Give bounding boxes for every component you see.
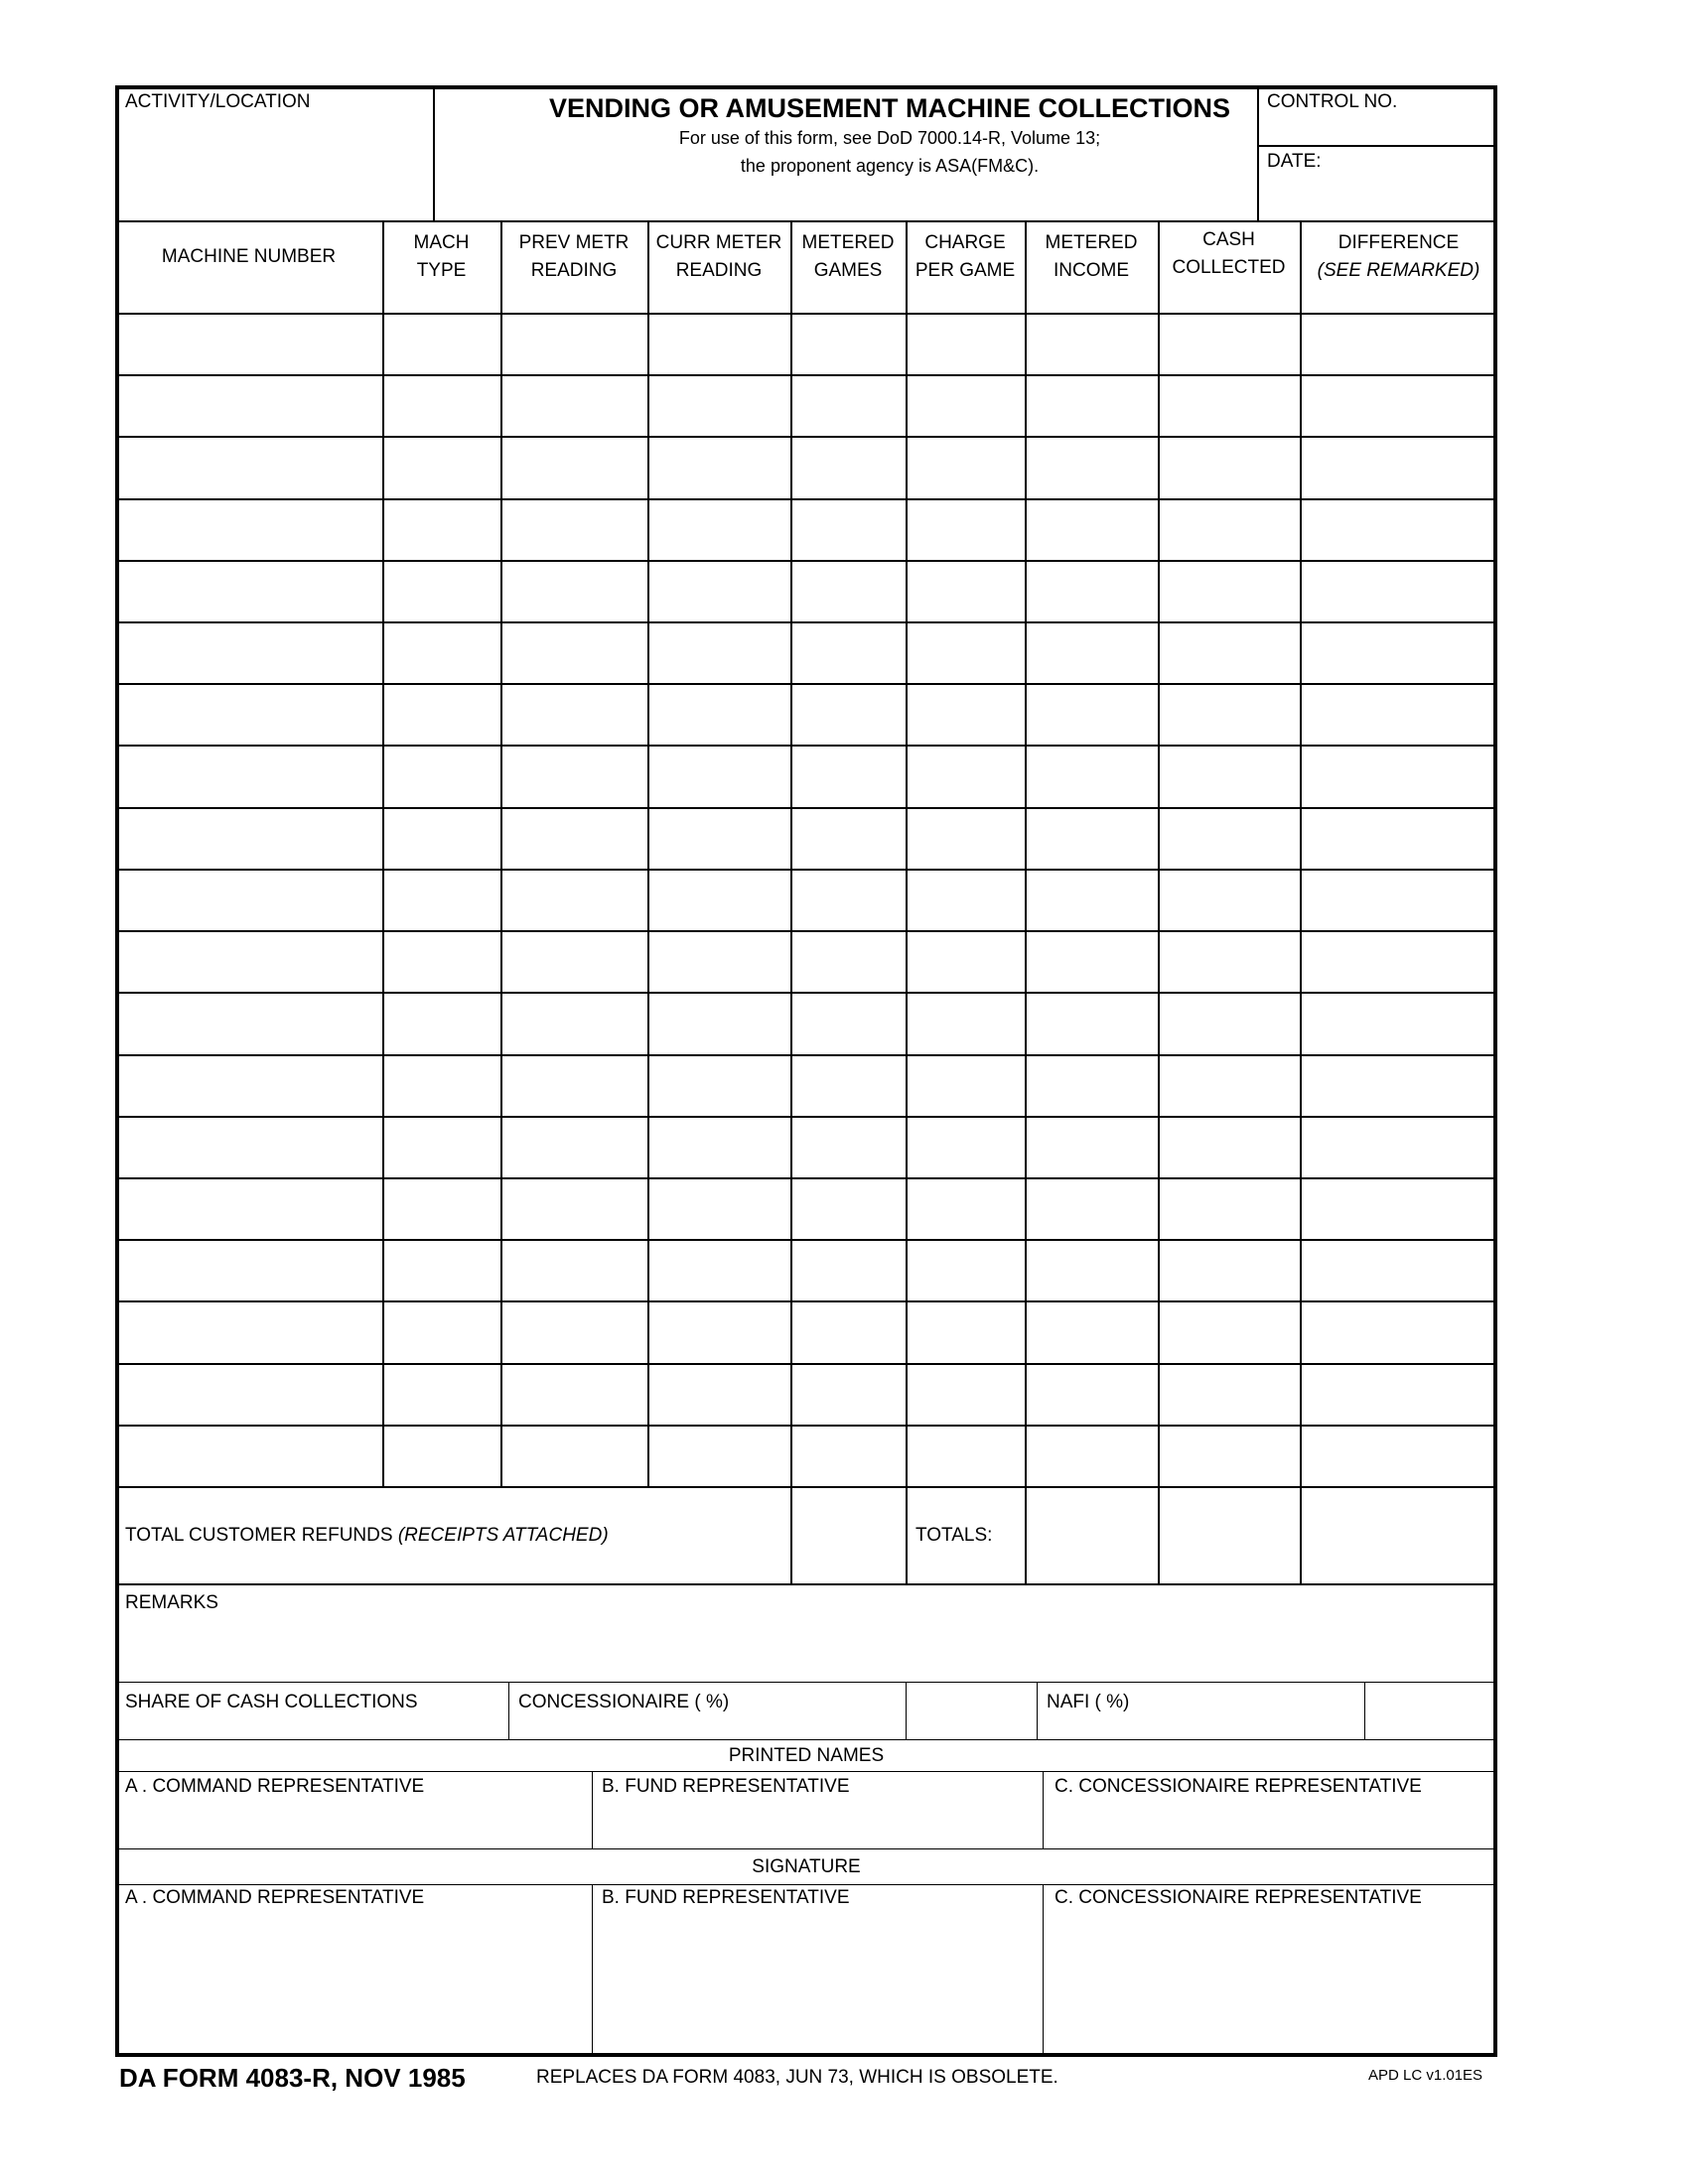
- cell-prev-meter-reading[interactable]: [503, 624, 644, 680]
- grid-line: [1025, 220, 1027, 1583]
- cell-metered-income[interactable]: [1028, 1180, 1155, 1236]
- cell-charge-per-game[interactable]: [909, 501, 1022, 557]
- cell-curr-meter-reading[interactable]: [650, 810, 787, 866]
- cell-metered-games[interactable]: [793, 1242, 903, 1297]
- signature-heading-rule: [115, 1884, 1497, 1885]
- cell-difference[interactable]: [1303, 872, 1494, 927]
- cell-cash-collected[interactable]: [1161, 810, 1297, 866]
- row-divider: [115, 1054, 1497, 1056]
- printed-names-divider: [1043, 1771, 1044, 1848]
- printed-name-fund-rep-label: B. FUND REPRESENTATIVE: [602, 1776, 850, 1797]
- share-bottom-rule: [115, 1739, 1497, 1740]
- cell-curr-meter-reading[interactable]: [650, 377, 787, 433]
- cell-metered-games[interactable]: [793, 1303, 903, 1359]
- cell-metered-income[interactable]: [1028, 501, 1155, 557]
- cell-cash-collected[interactable]: [1161, 563, 1297, 618]
- cell-prev-meter-reading[interactable]: [503, 1119, 644, 1174]
- cell-machine-number[interactable]: [118, 995, 379, 1050]
- cell-difference[interactable]: [1303, 686, 1494, 742]
- row-divider: [115, 621, 1497, 623]
- cell-metered-income[interactable]: [1028, 439, 1155, 494]
- cell-cash-collected[interactable]: [1161, 1303, 1297, 1359]
- cell-charge-per-game[interactable]: [909, 377, 1022, 433]
- cell-prev-meter-reading[interactable]: [503, 316, 644, 371]
- cell-prev-meter-reading[interactable]: [503, 872, 644, 927]
- cell-mach-type[interactable]: [385, 748, 497, 803]
- cell-metered-games[interactable]: [793, 748, 903, 803]
- cell-charge-per-game[interactable]: [909, 995, 1022, 1050]
- cell-cash-collected[interactable]: [1161, 1242, 1297, 1297]
- cell-difference[interactable]: [1303, 439, 1494, 494]
- cell-curr-meter-reading[interactable]: [650, 1057, 787, 1113]
- cell-machine-number[interactable]: [118, 748, 379, 803]
- cell-difference[interactable]: [1303, 1428, 1494, 1483]
- cell-mach-type[interactable]: [385, 995, 497, 1050]
- activity-location-label: ACTIVITY/LOCATION: [125, 91, 311, 112]
- cell-cash-collected[interactable]: [1161, 1057, 1297, 1113]
- header-bottom-rule: [115, 220, 1497, 222]
- nafi-percent-label: NAFI ( %): [1047, 1692, 1130, 1712]
- totals-label: TOTALS:: [915, 1525, 993, 1546]
- printed-names-bottom-rule: [115, 1848, 1497, 1849]
- cell-metered-income[interactable]: [1028, 1366, 1155, 1422]
- cell-mach-type[interactable]: [385, 1303, 497, 1359]
- cell-metered-games[interactable]: [793, 1119, 903, 1174]
- signature-concessionaire-rep-label: C. CONCESSIONAIRE REPRESENTATIVE: [1055, 1887, 1422, 1908]
- total-difference-field[interactable]: [1302, 1488, 1493, 1582]
- cell-machine-number[interactable]: [118, 933, 379, 989]
- row-divider: [115, 930, 1497, 932]
- cell-mach-type[interactable]: [385, 1242, 497, 1297]
- signature-divider: [1043, 1884, 1044, 2055]
- column-header-cash-collected: CASH COLLECTED: [1172, 229, 1286, 278]
- cell-metered-games[interactable]: [793, 624, 903, 680]
- form-identifier: DA FORM 4083-R, NOV 1985: [119, 2063, 466, 2093]
- row-divider: [115, 374, 1497, 376]
- cell-mach-type[interactable]: [385, 686, 497, 742]
- cell-difference[interactable]: [1303, 1242, 1494, 1297]
- cell-cash-collected[interactable]: [1161, 1119, 1297, 1174]
- cell-mach-type[interactable]: [385, 1428, 497, 1483]
- grid-line: [1158, 220, 1160, 1583]
- cell-prev-meter-reading[interactable]: [503, 933, 644, 989]
- date-label: DATE:: [1267, 151, 1322, 172]
- cell-charge-per-game[interactable]: [909, 1242, 1022, 1297]
- cell-prev-meter-reading[interactable]: [503, 377, 644, 433]
- cell-machine-number[interactable]: [118, 1057, 379, 1113]
- cell-metered-income[interactable]: [1028, 1242, 1155, 1297]
- cell-metered-income[interactable]: [1028, 1428, 1155, 1483]
- cell-metered-games[interactable]: [793, 563, 903, 618]
- cell-difference[interactable]: [1303, 624, 1494, 680]
- cell-difference[interactable]: [1303, 933, 1494, 989]
- cell-cash-collected[interactable]: [1161, 439, 1297, 494]
- cell-machine-number[interactable]: [118, 810, 379, 866]
- cell-difference[interactable]: [1303, 1119, 1494, 1174]
- cell-curr-meter-reading[interactable]: [650, 995, 787, 1050]
- cell-charge-per-game[interactable]: [909, 316, 1022, 371]
- cell-charge-per-game[interactable]: [909, 1180, 1022, 1236]
- column-header-machine-number: MACHINE NUMBER: [161, 246, 337, 267]
- cell-mach-type[interactable]: [385, 624, 497, 680]
- control-no-field[interactable]: [1259, 113, 1493, 143]
- cell-metered-income[interactable]: [1028, 1303, 1155, 1359]
- cell-mach-type[interactable]: [385, 316, 497, 371]
- cell-difference[interactable]: [1303, 748, 1494, 803]
- cell-charge-per-game[interactable]: [909, 1366, 1022, 1422]
- cell-difference[interactable]: [1303, 377, 1494, 433]
- signature-command-rep-label: A . COMMAND REPRESENTATIVE: [125, 1887, 425, 1908]
- cell-cash-collected[interactable]: [1161, 377, 1297, 433]
- cell-charge-per-game[interactable]: [909, 1119, 1022, 1174]
- cell-curr-meter-reading[interactable]: [650, 933, 787, 989]
- cell-mach-type[interactable]: [385, 1057, 497, 1113]
- cell-metered-income[interactable]: [1028, 563, 1155, 618]
- signature-fund-rep-label: B. FUND REPRESENTATIVE: [602, 1887, 850, 1908]
- cell-cash-collected[interactable]: [1161, 1428, 1297, 1483]
- printed-names-heading: PRINTED NAMES: [728, 1745, 885, 1766]
- cell-cash-collected[interactable]: [1161, 933, 1297, 989]
- cell-charge-per-game[interactable]: [909, 686, 1022, 742]
- share-divider: [508, 1682, 509, 1739]
- cell-prev-meter-reading[interactable]: [503, 1180, 644, 1236]
- row-divider: [115, 869, 1497, 871]
- cell-metered-games[interactable]: [793, 995, 903, 1050]
- cell-prev-meter-reading[interactable]: [503, 1057, 644, 1113]
- column-header-prev-meter-reading: PREV METR READING: [518, 232, 630, 281]
- cell-prev-meter-reading[interactable]: [503, 439, 644, 494]
- row-divider: [115, 436, 1497, 438]
- printed-name-command-rep-field[interactable]: [119, 1800, 590, 1847]
- cell-metered-income[interactable]: [1028, 872, 1155, 927]
- row-divider: [115, 683, 1497, 685]
- cell-metered-income[interactable]: [1028, 810, 1155, 866]
- cell-prev-meter-reading[interactable]: [503, 1303, 644, 1359]
- cell-charge-per-game[interactable]: [909, 933, 1022, 989]
- total-metered-income-field[interactable]: [1027, 1488, 1156, 1582]
- control-no-label: CONTROL NO.: [1267, 91, 1398, 112]
- printed-name-concessionaire-rep-label: C. CONCESSIONAIRE REPRESENTATIVE: [1055, 1776, 1422, 1797]
- printed-name-command-rep-label: A . COMMAND REPRESENTATIVE: [125, 1776, 425, 1797]
- form-subtitle-line1: For use of this form, see DoD 7000.14-R, Volume 13;: [678, 128, 1101, 148]
- cell-machine-number[interactable]: [118, 1428, 379, 1483]
- header-row-rule: [115, 313, 1497, 315]
- cell-prev-meter-reading[interactable]: [503, 563, 644, 618]
- cell-metered-games[interactable]: [793, 501, 903, 557]
- cell-cash-collected[interactable]: [1161, 501, 1297, 557]
- cell-metered-income[interactable]: [1028, 1119, 1155, 1174]
- remarks-field[interactable]: [119, 1614, 1493, 1680]
- cell-machine-number[interactable]: [118, 1242, 379, 1297]
- cell-metered-games[interactable]: [793, 1428, 903, 1483]
- cell-machine-number[interactable]: [118, 501, 379, 557]
- share-of-cash-collections-label: SHARE OF CASH COLLECTIONS: [125, 1692, 418, 1712]
- cell-machine-number[interactable]: [118, 1303, 379, 1359]
- cell-difference[interactable]: [1303, 563, 1494, 618]
- remarks-label: REMARKS: [125, 1592, 218, 1613]
- column-header-curr-meter-reading: CURR METER READING: [655, 232, 782, 281]
- activity-location-field[interactable]: [119, 115, 429, 216]
- cell-machine-number[interactable]: [118, 377, 379, 433]
- cell-metered-games[interactable]: [793, 439, 903, 494]
- cell-curr-meter-reading[interactable]: [650, 563, 787, 618]
- row-divider: [115, 560, 1497, 562]
- cell-prev-meter-reading[interactable]: [503, 1242, 644, 1297]
- cell-difference[interactable]: [1303, 1057, 1494, 1113]
- cell-metered-income[interactable]: [1028, 316, 1155, 371]
- totals-bottom-rule: [115, 1583, 1497, 1585]
- cell-charge-per-game[interactable]: [909, 1303, 1022, 1359]
- grid-line: [382, 220, 384, 1486]
- remarks-bottom-rule: [115, 1682, 1497, 1683]
- column-header-metered-income: METERED INCOME: [1045, 232, 1138, 281]
- cell-mach-type[interactable]: [385, 1180, 497, 1236]
- cell-prev-meter-reading[interactable]: [503, 1428, 644, 1483]
- printed-names-divider: [592, 1771, 593, 1848]
- cell-curr-meter-reading[interactable]: [650, 501, 787, 557]
- cell-cash-collected[interactable]: [1161, 1366, 1297, 1422]
- cell-curr-meter-reading[interactable]: [650, 316, 787, 371]
- grid-line: [1300, 220, 1302, 1583]
- row-divider: [115, 807, 1497, 809]
- cell-cash-collected[interactable]: [1161, 1180, 1297, 1236]
- row-divider: [115, 992, 1497, 994]
- signature-concessionaire-rep-field[interactable]: [1045, 1912, 1493, 2051]
- cell-charge-per-game[interactable]: [909, 872, 1022, 927]
- cell-metered-income[interactable]: [1028, 1057, 1155, 1113]
- printed-name-concessionaire-rep-field[interactable]: [1045, 1800, 1493, 1847]
- cell-metered-income[interactable]: [1028, 748, 1155, 803]
- cell-prev-meter-reading[interactable]: [503, 748, 644, 803]
- share-divider: [906, 1682, 907, 1739]
- cell-machine-number[interactable]: [118, 624, 379, 680]
- printed-name-fund-rep-field[interactable]: [594, 1800, 1041, 1847]
- grid-line: [500, 220, 502, 1486]
- cell-metered-games[interactable]: [793, 933, 903, 989]
- cell-curr-meter-reading[interactable]: [650, 1119, 787, 1174]
- column-header-mach-type: MACH TYPE: [413, 232, 470, 281]
- column-header-charge-per-game: CHARGE PER GAME: [914, 232, 1016, 281]
- cell-mach-type[interactable]: [385, 933, 497, 989]
- cell-metered-income[interactable]: [1028, 686, 1155, 742]
- cell-mach-type[interactable]: [385, 810, 497, 866]
- cell-metered-games[interactable]: [793, 872, 903, 927]
- column-header-difference: DIFFERENCE (SEE REMARKED): [1317, 232, 1480, 281]
- cell-metered-games[interactable]: [793, 810, 903, 866]
- cell-prev-meter-reading[interactable]: [503, 686, 644, 742]
- cell-metered-games[interactable]: [793, 1057, 903, 1113]
- row-divider: [115, 745, 1497, 747]
- cell-machine-number[interactable]: [118, 872, 379, 927]
- cell-prev-meter-reading[interactable]: [503, 1366, 644, 1422]
- row-divider: [115, 1425, 1497, 1427]
- cell-charge-per-game[interactable]: [909, 439, 1022, 494]
- concessionaire-share-field[interactable]: [908, 1684, 1035, 1737]
- cell-mach-type[interactable]: [385, 377, 497, 433]
- cell-curr-meter-reading[interactable]: [650, 872, 787, 927]
- cell-curr-meter-reading[interactable]: [650, 624, 787, 680]
- cell-cash-collected[interactable]: [1161, 872, 1297, 927]
- signature-command-rep-field[interactable]: [119, 1912, 590, 2051]
- cell-mach-type[interactable]: [385, 1119, 497, 1174]
- cell-curr-meter-reading[interactable]: [650, 1303, 787, 1359]
- date-field[interactable]: [1259, 173, 1493, 218]
- cell-cash-collected[interactable]: [1161, 995, 1297, 1050]
- cell-metered-income[interactable]: [1028, 995, 1155, 1050]
- form-title: VENDING OR AMUSEMENT MACHINE COLLECTIONS: [548, 93, 1230, 123]
- cell-metered-income[interactable]: [1028, 933, 1155, 989]
- cell-metered-games[interactable]: [793, 377, 903, 433]
- cell-prev-meter-reading[interactable]: [503, 810, 644, 866]
- form-subtitle-line2: the proponent agency is ASA(FM&C).: [740, 156, 1040, 176]
- cell-metered-games[interactable]: [793, 1366, 903, 1422]
- cell-curr-meter-reading[interactable]: [650, 686, 787, 742]
- collections-form: [115, 85, 1497, 2057]
- cell-curr-meter-reading[interactable]: [650, 748, 787, 803]
- cell-metered-games[interactable]: [793, 316, 903, 371]
- cell-difference[interactable]: [1303, 995, 1494, 1050]
- signature-heading: SIGNATURE: [752, 1856, 861, 1877]
- cell-charge-per-game[interactable]: [909, 748, 1022, 803]
- row-divider: [115, 1363, 1497, 1365]
- row-divider: [115, 1177, 1497, 1179]
- cell-mach-type[interactable]: [385, 439, 497, 494]
- cell-prev-meter-reading[interactable]: [503, 501, 644, 557]
- cell-machine-number[interactable]: [118, 1180, 379, 1236]
- cell-difference[interactable]: [1303, 1366, 1494, 1422]
- cell-curr-meter-reading[interactable]: [650, 1366, 787, 1422]
- grid-line: [790, 220, 792, 1583]
- cell-mach-type[interactable]: [385, 563, 497, 618]
- cell-machine-number[interactable]: [118, 563, 379, 618]
- cell-machine-number[interactable]: [118, 1119, 379, 1174]
- share-divider: [1037, 1682, 1038, 1739]
- cell-cash-collected[interactable]: [1161, 316, 1297, 371]
- cell-machine-number[interactable]: [118, 316, 379, 371]
- cell-curr-meter-reading[interactable]: [650, 1428, 787, 1483]
- cell-difference[interactable]: [1303, 1180, 1494, 1236]
- cell-mach-type[interactable]: [385, 1366, 497, 1422]
- column-header-metered-games: METERED GAMES: [801, 232, 895, 281]
- cell-mach-type[interactable]: [385, 501, 497, 557]
- cell-cash-collected[interactable]: [1161, 748, 1297, 803]
- cell-mach-type[interactable]: [385, 872, 497, 927]
- cell-curr-meter-reading[interactable]: [650, 439, 787, 494]
- version-label: APD LC v1.01ES: [1368, 2067, 1483, 2084]
- cell-charge-per-game[interactable]: [909, 1057, 1022, 1113]
- printed-names-heading-rule: [115, 1771, 1497, 1772]
- nafi-share-field[interactable]: [1366, 1684, 1493, 1737]
- concessionaire-percent-label: CONCESSIONAIRE ( %): [518, 1692, 730, 1712]
- cell-cash-collected[interactable]: [1161, 624, 1297, 680]
- cell-charge-per-game[interactable]: [909, 1428, 1022, 1483]
- cell-cash-collected[interactable]: [1161, 686, 1297, 742]
- row-divider: [115, 1239, 1497, 1241]
- cell-machine-number[interactable]: [118, 439, 379, 494]
- cell-curr-meter-reading[interactable]: [650, 1242, 787, 1297]
- row-divider: [115, 1116, 1497, 1118]
- cell-metered-games[interactable]: [793, 686, 903, 742]
- cell-prev-meter-reading[interactable]: [503, 995, 644, 1050]
- replaces-notice: REPLACES DA FORM 4083, JUN 73, WHICH IS OBSOLETE.: [536, 2067, 1058, 2088]
- cell-machine-number[interactable]: [118, 1366, 379, 1422]
- grid-line: [906, 220, 908, 1583]
- share-divider: [1364, 1682, 1365, 1739]
- cell-difference[interactable]: [1303, 1303, 1494, 1359]
- cell-difference[interactable]: [1303, 810, 1494, 866]
- total-customer-refunds-field[interactable]: [792, 1488, 904, 1582]
- row-divider: [115, 498, 1497, 500]
- cell-charge-per-game[interactable]: [909, 624, 1022, 680]
- cell-difference[interactable]: [1303, 316, 1494, 371]
- total-customer-refunds-label: TOTAL CUSTOMER REFUNDS (RECEIPTS ATTACHED): [125, 1525, 609, 1546]
- signature-fund-rep-field[interactable]: [594, 1912, 1041, 2051]
- row-divider: [115, 1300, 1497, 1302]
- grid-line: [647, 220, 649, 1486]
- total-cash-collected-field[interactable]: [1160, 1488, 1298, 1582]
- cell-difference[interactable]: [1303, 501, 1494, 557]
- cell-charge-per-game[interactable]: [909, 563, 1022, 618]
- cell-curr-meter-reading[interactable]: [650, 1180, 787, 1236]
- cell-metered-income[interactable]: [1028, 624, 1155, 680]
- cell-charge-per-game[interactable]: [909, 810, 1022, 866]
- cell-metered-income[interactable]: [1028, 377, 1155, 433]
- cell-machine-number[interactable]: [118, 686, 379, 742]
- cell-metered-games[interactable]: [793, 1180, 903, 1236]
- signature-divider: [592, 1884, 593, 2055]
